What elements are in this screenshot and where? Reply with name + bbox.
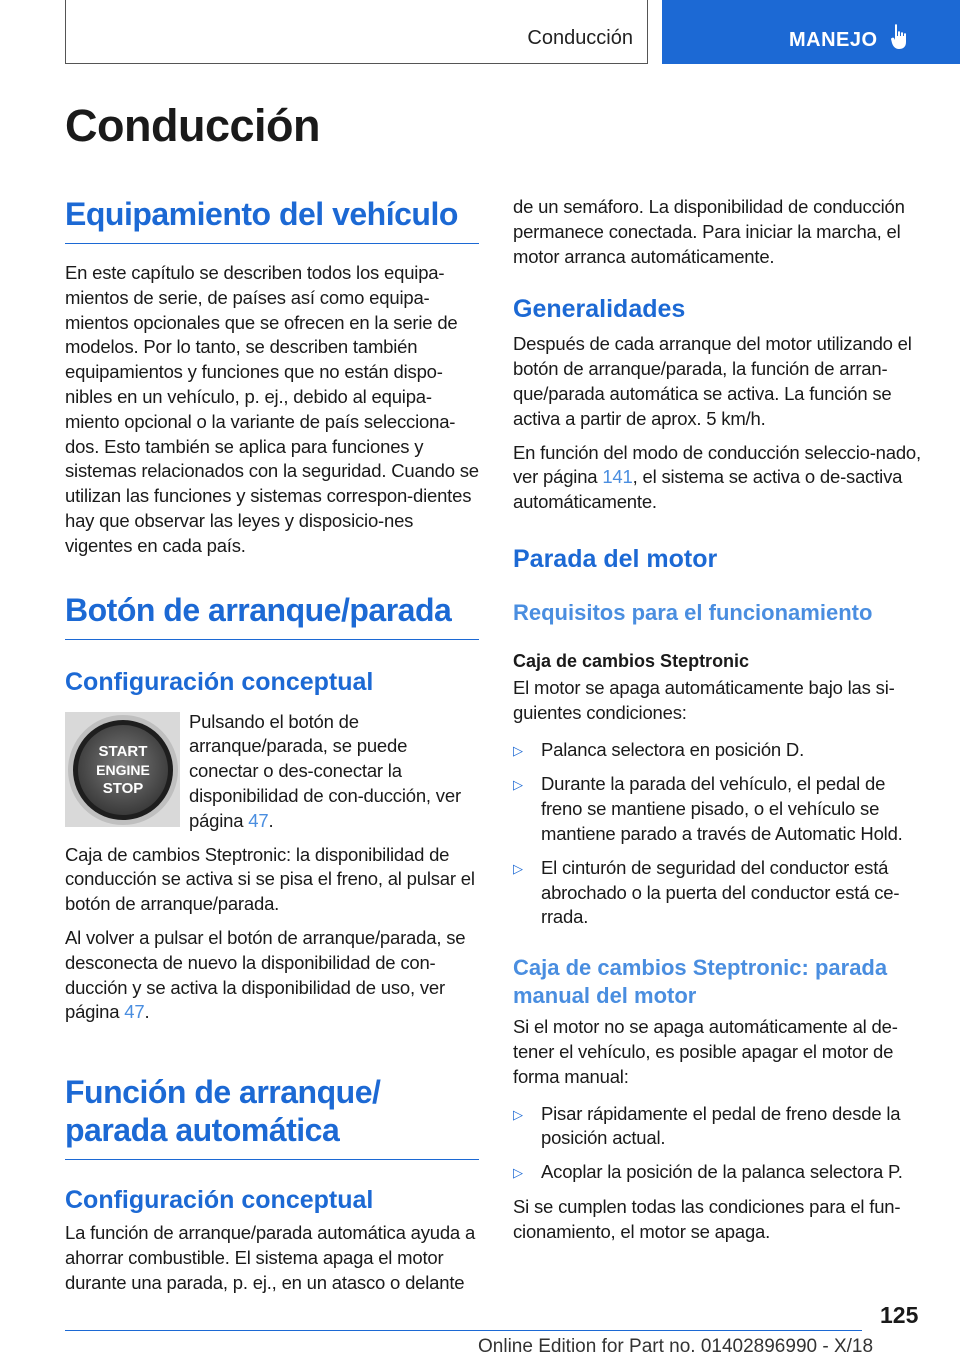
- steptronic-paragraph: Caja de cambios Steptronic: la disponibilidad de conducción se activa si se pisa el freno, al pulsar el botón de arranque/parada.: [65, 843, 475, 915]
- conditions-list: [513, 738, 929, 931]
- header-chapter-tab: [662, 0, 960, 64]
- edition-line: Online Edition for Part no. 01402896990 - X/18: [478, 1336, 874, 1357]
- triangle-bullet-icon: ▷: [513, 777, 523, 793]
- triangle-bullet-icon: ▷: [513, 860, 523, 876]
- general-paragraph-2: En función del modo de conducción seleccio-nado, ver página 141, el sistema se activa o de-sactiva automáticamente.: [513, 441, 921, 513]
- page-link-47-b[interactable]: 47: [124, 1001, 145, 1023]
- button-line-start: START: [98, 742, 148, 760]
- right-column: [513, 195, 929, 1245]
- list-item: ▷ Palanca selectora en posición D.: [513, 738, 929, 764]
- section-title-auto-start-stop: Función de arranque/ parada automática: [65, 1073, 479, 1160]
- section-title-start-stop-button: Botón de arranque/parada: [65, 591, 479, 640]
- manual-steps-list: [513, 1102, 929, 1186]
- final-paragraph: Si se cumplen todas las condiciones para el fun-cionamiento, el motor se apaga.: [513, 1195, 901, 1242]
- button-line-stop: STOP: [102, 779, 144, 797]
- subsection-title-engine-stop: Parada del motor: [513, 544, 718, 573]
- subsection-title-concept-2: Configuración conceptual: [65, 1186, 374, 1215]
- page-link-141[interactable]: 141: [602, 466, 633, 488]
- press-again-paragraph: Al volver a pulsar el botón de arranque/parada, se desconecta de nuevo la disponibilidad de con-ducción y se activa la disponibilidad de uso, ver página 47.: [65, 926, 466, 1023]
- heading-steptronic: Caja de cambios Steptronic: [513, 650, 750, 671]
- list-item: ▷ Acoplar la posición de la palanca selectora P.: [513, 1160, 929, 1186]
- triangle-bullet-icon: ▷: [513, 1165, 523, 1181]
- triangle-bullet-icon: ▷: [513, 742, 523, 758]
- start-button-paragraph: Pulsando el botón de arranque/parada, se puede conectar o des-conectar la disponibilidad de con-ducción, ver página 47.: [189, 710, 461, 831]
- continuation-paragraph: de un semáforo. La disponibilidad de conducción permanece conectada. Para iniciar la marcha, el motor arranca automáticamente.: [513, 196, 905, 267]
- manual-paragraph: Si el motor no se apaga automáticamente al de-tener el vehículo, es posible apagar el motor de forma manual:: [513, 1016, 898, 1087]
- footer-divider: [65, 1330, 862, 1331]
- start-button-block: [65, 710, 479, 1026]
- list-item: ▷ Pisar rápidamente el pedal de freno desde la posición actual.: [513, 1102, 929, 1152]
- header-chapter-label: MANEJO: [789, 29, 878, 51]
- conditions-paragraph: El motor se apaga automáticamente bajo las si-guientes condiciones:: [513, 676, 895, 723]
- header-section-tab: [65, 0, 648, 64]
- subsection-title-requirements: Requisitos para el funcionamiento: [513, 599, 873, 625]
- equipment-paragraph: En este capítulo se describen todos los equipa-mientos de serie, de países así como equipa-mientos opcionales que se ofrecen en la serie de modelos. Por lo tanto, se describen también equipamientos y funciones que no están dispo-nibles en un vehículo, p. ej., debido al equipa-miento opcional o la variante de país selecciona-dos. Esto también se aplica para funciones y sistemas relacionados con la seguridad. Cuando se utilizan las funciones y sistemas correspon-dientes hay que observar las leyes y disposicio-nes vigentes en cada país.: [65, 262, 479, 556]
- hand-pointing-icon: [888, 24, 910, 50]
- section-title-equipment: Equipamiento del vehículo: [65, 195, 479, 244]
- button-line-engine: ENGINE: [96, 761, 150, 778]
- subsection-title-manual-stop: Caja de cambios Steptronic: parada manual del motor: [513, 955, 888, 1009]
- list-item: ▷ El cinturón de seguridad del conductor está abrochado o la puerta del conductor está ce-rrada.: [513, 856, 929, 930]
- general-paragraph-1: Después de cada arranque del motor utilizando el botón de arranque/parada, la función de arran-que/parada automática se activa. La función se activa a partir de aprox. 5 km/h.: [513, 333, 912, 429]
- auto-start-stop-paragraph: La función de arranque/parada automática ayuda a ahorrar combustible. El sistema apaga el motor durante una parada, p. ej., en un atasco o delante: [65, 1222, 476, 1293]
- left-column: [65, 195, 479, 1296]
- subsection-title-concept-1: Configuración conceptual: [65, 667, 374, 696]
- start-engine-button-image: [65, 712, 180, 827]
- triangle-bullet-icon: ▷: [513, 1106, 523, 1122]
- page-title: Conducción: [65, 100, 320, 151]
- list-item: ▷ Durante la parada del vehículo, el pedal de freno se mantiene pisado, o el vehículo se mantiene parado a través de Automatic Hold.: [513, 772, 929, 846]
- page-number: 125: [880, 1302, 919, 1328]
- subsection-title-general: Generalidades: [513, 295, 686, 324]
- header-section-label: Conducción: [527, 27, 633, 49]
- page-link-47[interactable]: 47: [248, 809, 269, 831]
